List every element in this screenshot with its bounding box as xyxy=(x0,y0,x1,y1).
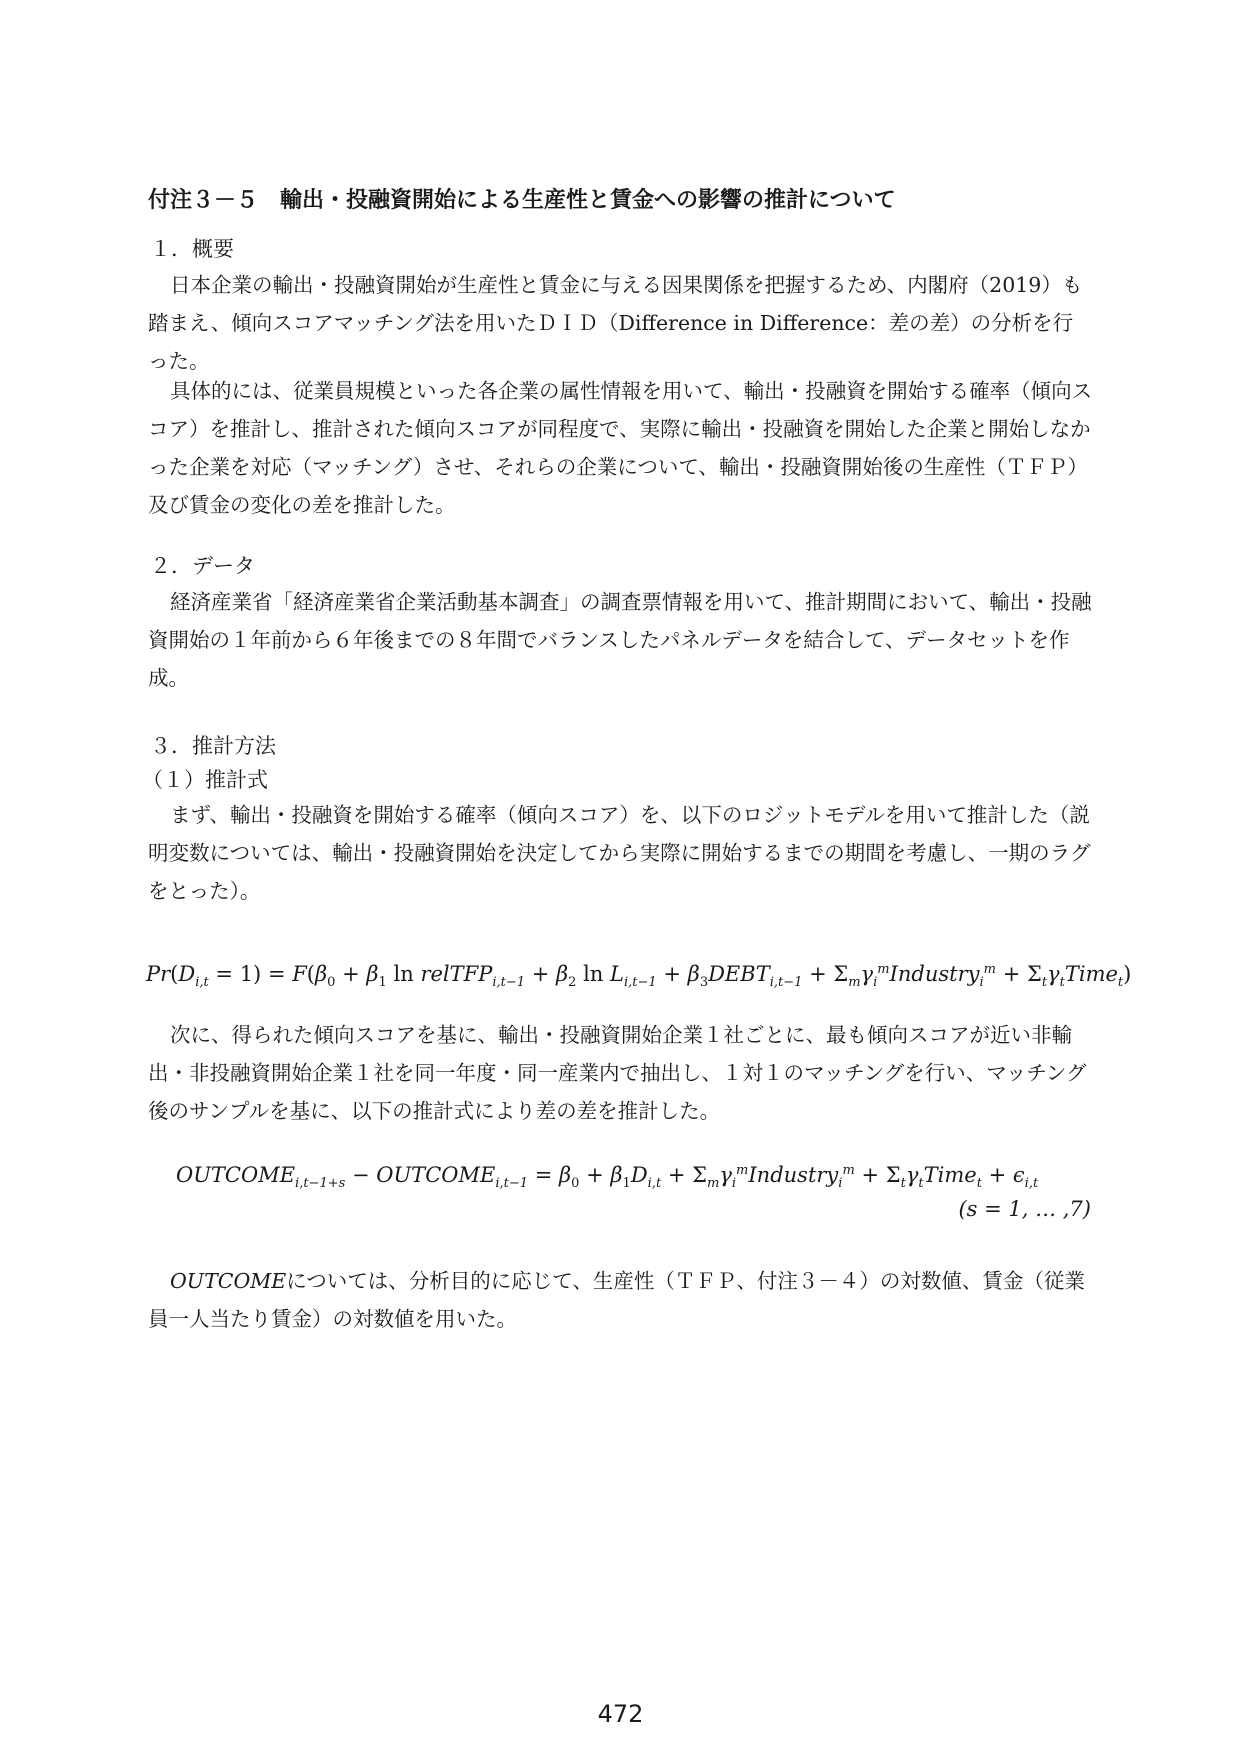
section-3-subheading: （１）推計式 xyxy=(142,768,268,792)
outcome-variable: OUTCOME xyxy=(170,1269,287,1293)
section-1-paragraph-1: 日本企業の輸出・投融資開始が生産性と賃金に与える因果関係を把握するため、内閣府（2019）も踏まえ、傾向スコアマッチング法を用いたＤＩＤ（Difference in Difference：差の差）の分析を行った。 xyxy=(148,273,1083,373)
did-equation: $OUTCOME_{i,t-1+s}$ − $OUTCOME_{i,t-1} = \beta_0 + \beta_1D_{i,t}$ + $\Sigma_m\gamma_i^mIndustry_i^m$ + $\Sigma_t\gamma_tTime_t + \epsilon_{i,t}$ xyxy=(176,1163,1039,1192)
page-title: 付注３－５ 輸出・投融資開始による生産性と賃金への影響の推計について xyxy=(148,188,896,213)
section-3-paragraph-3-text: については、分析目的に応じて、生産性（ＴＦＰ、付注３－４）の対数値、賃金（従業員一人当たり賃金）の対数値を用いた。 xyxy=(148,1269,1085,1331)
section-2-heading: ２．データ xyxy=(150,554,255,578)
section-3-paragraph-2: 次に、得られた傾向スコアを基に、輸出・投融資開始企業１社ごとに、最も傾向スコアが近い非輸出・非投融資開始企業１社を同一年度・同一産業内で抽出し、１対１のマッチングを行い、マッチング後のサンプルを基に、以下の推計式により差の差を推計した。 xyxy=(148,1023,1087,1123)
section-3-heading: ３．推計方法 xyxy=(150,734,276,758)
equation-range: (s = 1, … ,7) xyxy=(958,1197,1091,1221)
section-1-paragraph-2: 具体的には、従業員規模といった各企業の属性情報を用いて、輸出・投融資を開始する確率（傾向スコア）を推計し、推計された傾向スコアが同程度で、実際に輸出・投融資を開始した企業と開始しなかった企業を対応（マッチング）させ、それらの企業について、輸出・投融資開始後の生産性（ＴＦＰ）及び賃金の変化の差を推計した。 xyxy=(148,379,1093,517)
section-1-heading: １．概要 xyxy=(150,237,234,261)
section-3-paragraph-1: まず、輸出・投融資を開始する確率（傾向スコア）を、以下のロジットモデルを用いて推計した（説明変数については、輸出・投融資開始を決定してから実際に開始するまでの期間を考慮し、一期のラグをとった）。 xyxy=(148,803,1091,903)
section-2-paragraph-1: 経済産業省「経済産業省企業活動基本調査」の調査票情報を用いて、推計期間において、輸出・投融資開始の１年前から６年後までの８年間でバランスしたパネルデータを結合して、データセットを作成。 xyxy=(148,590,1092,690)
logit-equation: $Pr(D_{i,t} = 1) = F(\beta_0 + \beta_1$ ln relTFP$_{i,t-1}$ + $\beta_2$ $\ln L_{i,t-1}$ + $\beta_3DEBT_{i,t-1}$ + $\Sigma_m\gamma_i^mIndustry_i^m$ + $\Sigma_t\gamma_tTime_t$) xyxy=(146,962,1132,991)
section-3-paragraph-3 xyxy=(148,1262,1093,1338)
page-number: 472 xyxy=(597,1700,644,1728)
